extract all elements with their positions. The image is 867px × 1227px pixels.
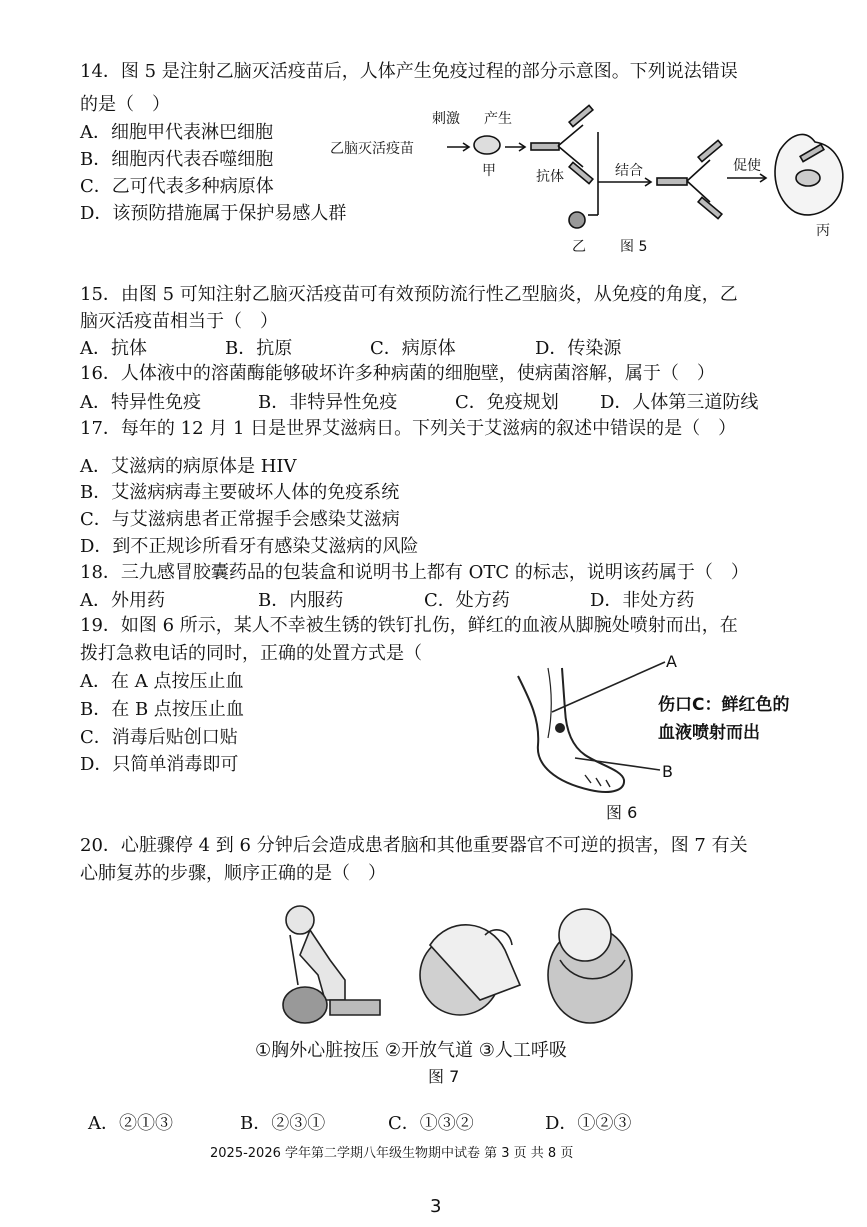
q19-option-c: C．消毒后贴创口贴 [80, 727, 238, 748]
fig5-yi-label: 乙 [572, 239, 586, 255]
q15-option-a: A．抗体 [80, 338, 147, 359]
q20-stem-line2: 心肺复苏的步骤，顺序正确的是（ ） [80, 863, 386, 884]
q15-option-d: D．传染源 [535, 338, 622, 359]
fig5-bing-label: 丙 [816, 223, 830, 239]
q15-option-b: B．抗原 [225, 338, 293, 359]
q16-option-a: A．特异性免疫 [80, 392, 201, 413]
q19-option-b: B．在 B 点按压止血 [80, 699, 244, 720]
fig7-steps-label: ①胸外心脏按压 ②开放气道 ③人工呼吸 [255, 1040, 567, 1061]
fig6-label-a: A [666, 652, 677, 671]
fig5-caption: 图 5 [620, 239, 648, 255]
fig6-note-line2: 血液喷射而出 [658, 723, 760, 743]
fig5-stimulate-label: 刺激 [432, 111, 460, 127]
q20-option-d: D．①②③ [545, 1113, 632, 1134]
q19-stem-line1: 19．如图 6 所示，某人不幸被生锈的铁钉扎伤，鲜红的血液从脚腕处喷射而出，在 [80, 615, 738, 636]
q15-stem-line2: 脑灭活疫苗相当于（ ） [80, 311, 278, 332]
q15-stem-line1: 15．由图 5 可知注射乙脑灭活疫苗可有效预防流行性乙型脑炎，从免疫的角度，乙 [80, 284, 738, 305]
q17-option-a: A．艾滋病的病原体是 HIV [80, 456, 297, 477]
fig6-label-b: B [662, 762, 673, 781]
q14-option-d: D．该预防措施属于保护易感人群 [80, 203, 347, 224]
q14-stem-line2: 的是（ ） [80, 94, 170, 115]
q17-option-d: D．到不正规诊所看牙有感染艾滋病的风险 [80, 536, 419, 557]
fig5-antibody-label: 抗体 [536, 169, 564, 185]
q16-option-c: C．免疫规划 [455, 392, 559, 413]
page-number: 3 [430, 1196, 442, 1217]
q19-option-a: A．在 A 点按压止血 [80, 671, 244, 692]
fig6-caption: 图 6 [606, 803, 638, 822]
q18-option-a: A．外用药 [80, 590, 165, 611]
q16-option-d: D．人体第三道防线 [600, 392, 759, 413]
q20-stem-line1: 20．心脏骤停 4 到 6 分钟后会造成患者脑和其他重要器官不可逆的损害，图 7 有关 [80, 835, 748, 856]
q17-option-c: C．与艾滋病患者正常握手会感染艾滋病 [80, 509, 400, 530]
q17-option-b: B．艾滋病病毒主要破坏人体的免疫系统 [80, 482, 400, 503]
fig5-jia-label: 甲 [482, 163, 496, 179]
q14-option-c: C．乙可代表多种病原体 [80, 176, 274, 197]
q14-stem-line1: 14．图 5 是注射乙脑灭活疫苗后，人体产生免疫过程的部分示意图。下列说法错误 [80, 61, 738, 82]
q14-option-a: A．细胞甲代表淋巴细胞 [80, 122, 273, 143]
q18-stem: 18．三九感冒胶囊药品的包装盒和说明书上都有 OTC 的标志，说明该药属于（ ） [80, 562, 749, 583]
fig6-note-line1: 伤口C：鲜红色的 [658, 695, 790, 715]
q15-option-c: C．病原体 [370, 338, 456, 359]
exam-footer: 2025-2026 学年第二学期八年级生物期中试卷 第 3 页 共 8 页 [210, 1146, 574, 1161]
fig7-caption: 图 7 [428, 1067, 460, 1086]
q19-stem-line2: 拨打急救电话的同时，正确的处置方式是（ [80, 643, 422, 664]
q14-option-b: B．细胞丙代表吞噬细胞 [80, 149, 274, 170]
q18-option-c: C．处方药 [424, 590, 510, 611]
fig5-vaccine-label: 乙脑灭活疫苗 [330, 141, 414, 157]
q19-option-d: D．只简单消毒即可 [80, 754, 239, 775]
q16-stem: 16．人体液中的溶菌酶能够破坏许多种病菌的细胞壁，使病菌溶解，属于（ ） [80, 363, 715, 384]
q18-option-b: B．内服药 [258, 590, 344, 611]
fig5-combine-label: 结合 [615, 163, 643, 179]
q20-option-c: C．①③② [388, 1113, 474, 1134]
q16-option-b: B．非特异性免疫 [258, 392, 398, 413]
fig5-promote-label: 促使 [733, 158, 761, 174]
q20-option-b: B．②③① [240, 1113, 326, 1134]
q20-option-a: A．②①③ [88, 1113, 173, 1134]
fig5-produce-label: 产生 [484, 111, 512, 127]
q17-stem: 17．每年的 12 月 1 日是世界艾滋病日。下列关于艾滋病的叙述中错误的是（ ） [80, 418, 737, 439]
q18-option-d: D．非处方药 [590, 590, 695, 611]
